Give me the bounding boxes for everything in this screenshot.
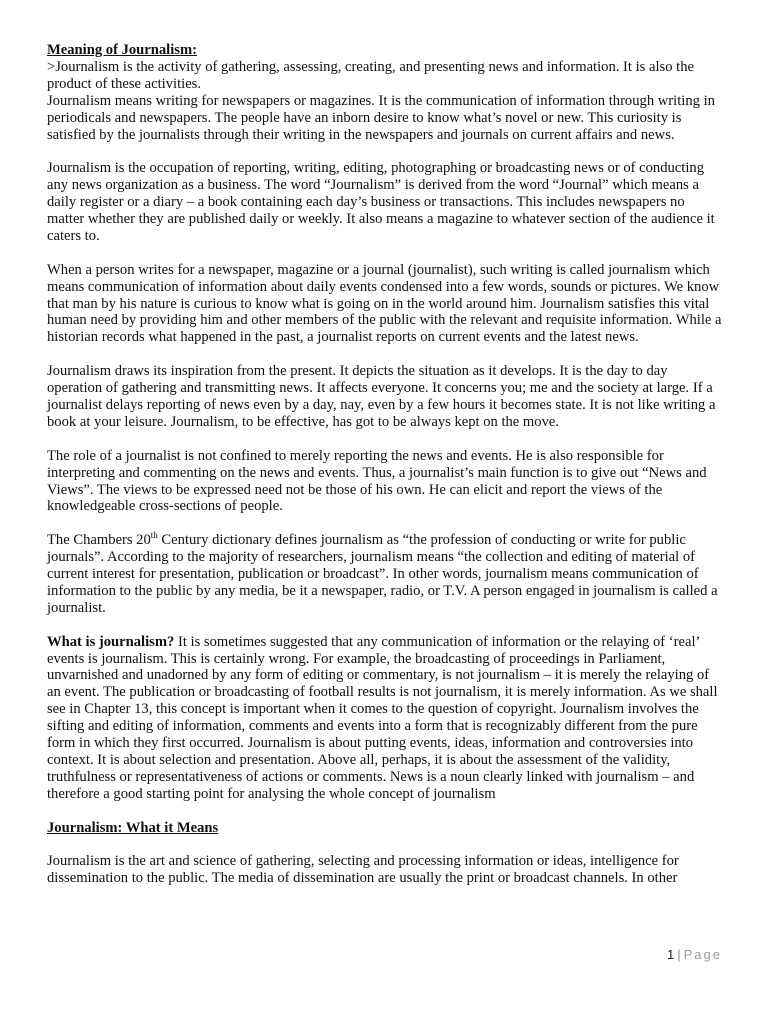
what-is-journalism-body: It is sometimes suggested that any communication of information or the relaying of ‘real’ events is journalism. This is certainly wrong. For example, the broadcasting of proceedings in Parliament, unvarnished and unadorned by any form of editing or commentary, is not journalism – it is merely the relaying of an event. The publication or broadcasting of football results is not journalism, it is merely information. As we shall see in Chapter 13, this concept is important when it comes to the question of copyright. Journalism involves the sifting and editing of information, comments and events into a form that is recognizably different from the pure form in which they first occurred. Journalism is about putting events, ideas, information and controversies into context. It is about selection and presentation. Above all, perhaps, it is about the assessment of the validity, truthfulness or representativeness of actions or comments. News is a noun clearly linked with journalism – and therefore a good starting point for analysing the whole concept of journalism	[47, 633, 718, 802]
page-label: Page	[683, 947, 722, 962]
paragraph-communication: When a person writes for a newspaper, magazine or a journal (journalist), such writing is called journalism which means communication of information about daily events condensed into a few words, sounds or pictures. We know that man by his nature is curious to know what is going on in the world around him. Journalism satisfies this vital human need by providing him and other members of the public with the relevant and requisite information. While a historian records what happened in the past, a journalist reports on current events and the latest news.	[47, 261, 722, 346]
page-separator: |	[677, 947, 681, 962]
paragraph-inspiration: Journalism draws its inspiration from the present. It depicts the situation as it develops. It is the day to day operation of gathering and transmitting news. It affects everyone. It concerns you; me and the society at large. If a journalist delays reporting of news even by a day, nay, even by a few hours it becomes state. It is not like writing a book at your leisure. Journalism, to be effective, has got to be always kept on the move.	[47, 363, 716, 430]
paragraph-art-and-science: Journalism is the art and science of gathering, selecting and processing information or ideas, intelligence for dissemination to the public. The media of dissemination are usually the print or broadcast channels. In other	[47, 853, 679, 887]
page-footer	[620, 947, 722, 962]
section-heading-meaning: Meaning of Journalism:	[47, 42, 197, 58]
paragraph-chambers-definition	[47, 532, 723, 617]
paragraph-writing: Journalism means writing for newspapers or magazines. It is the communication of information through writing in periodicals and newspapers. The people have an inborn desire to know what’s novel or new. This curiosity is satisfied by the journalists through their writing in the newspapers and journals on current affairs and news.	[47, 92, 715, 143]
paragraph-occupation: Journalism is the occupation of reporting, writing, editing, photographing or broadcasting news or of conducting any news organization as a business. The word “Journalism” is derived from the word “Journal” which means a daily register or a diary – a book containing each day’s business or transactions. This includes newspapers no matter whether they are published daily or weekly. It also means a magazine to whatever section of the audience it caters to.	[47, 160, 715, 244]
section-heading-what-it-means: Journalism: What it Means	[47, 819, 219, 836]
chambers-text-pre: The Chambers 20	[47, 532, 151, 549]
paragraph-intro: >Journalism is the activity of gathering, assessing, creating, and presenting news and information. It is also the product of these activities.	[47, 58, 694, 92]
ordinal-superscript: th	[150, 530, 158, 541]
chambers-text-post: Century dictionary defines journalism as “the profession of conducting or write for public journals”. According to the majority of researchers, journalism means “the collection and editing of material of current interest for presentation, publication or broadcast”. In other words, journalism means communication of information to the public by any media, be it a newspaper, radio, or T.V. A person engaged in journalism is called a journalist.	[47, 532, 718, 616]
document-body	[47, 42, 723, 887]
what-is-journalism-lead: What is journalism?	[47, 633, 175, 650]
paragraph-role: The role of a journalist is not confined to merely reporting the news and events. He is also responsible for interpreting and commenting on the news and events. Thus, a journalist’s main function is to give out “News and Views”. The views to be expressed need not be those of his own. He can elicit and report the views of the knowledgeable cross-sections of people.	[47, 447, 707, 515]
paragraph-what-is-journalism	[47, 634, 723, 803]
page-number: 1	[667, 947, 675, 962]
